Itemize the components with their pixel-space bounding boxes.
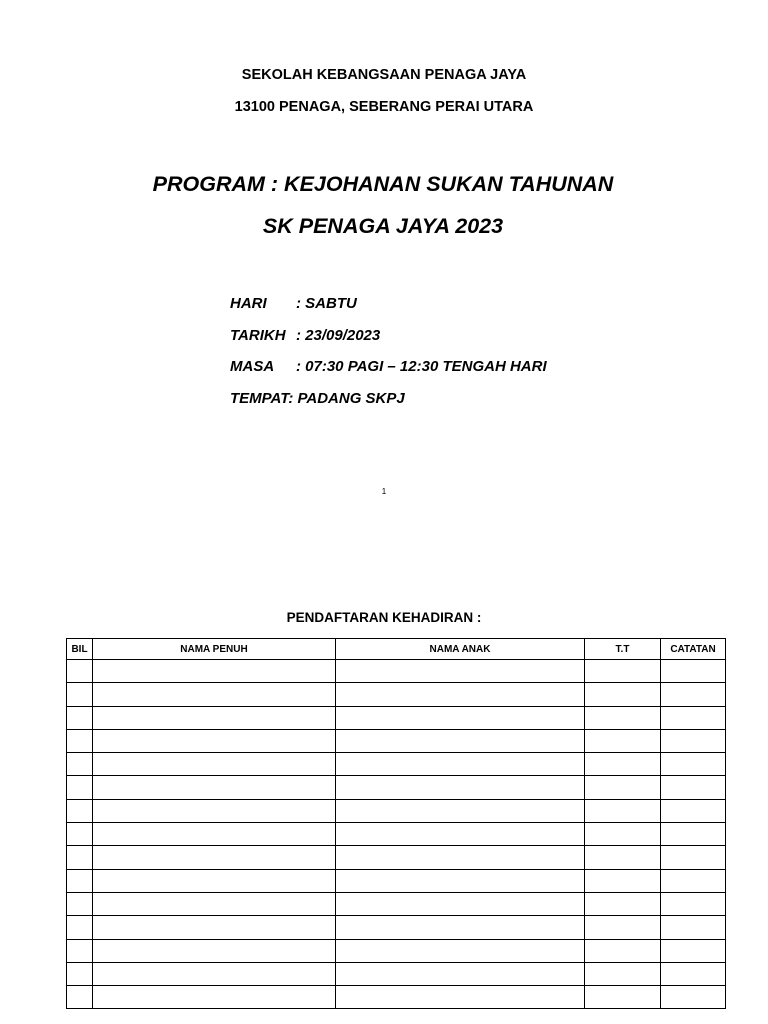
table-cell xyxy=(585,916,661,939)
table-cell xyxy=(67,753,93,776)
table-row xyxy=(67,706,726,729)
table-cell xyxy=(67,823,93,846)
table-row xyxy=(67,776,726,799)
table-row xyxy=(67,892,726,915)
table-cell xyxy=(336,962,585,985)
table-cell xyxy=(336,683,585,706)
attendance-table xyxy=(66,638,726,1009)
table-cell xyxy=(585,986,661,1009)
table-cell xyxy=(67,962,93,985)
table-row xyxy=(67,660,726,683)
table-cell xyxy=(585,776,661,799)
table-cell xyxy=(336,846,585,869)
table-cell xyxy=(661,823,726,846)
detail-date xyxy=(230,326,547,358)
table-cell xyxy=(93,892,336,915)
table-cell xyxy=(661,776,726,799)
table-cell xyxy=(336,869,585,892)
table-cell xyxy=(93,986,336,1009)
table-cell xyxy=(661,799,726,822)
table-cell xyxy=(336,986,585,1009)
table-cell xyxy=(93,799,336,822)
table-cell xyxy=(585,846,661,869)
table-cell xyxy=(67,776,93,799)
table-cell xyxy=(661,706,726,729)
column-header-tt: T.T xyxy=(585,639,661,660)
table-cell xyxy=(661,683,726,706)
table-row xyxy=(67,869,726,892)
table-cell xyxy=(585,799,661,822)
table-cell xyxy=(67,916,93,939)
table-cell xyxy=(93,660,336,683)
table-cell xyxy=(67,939,93,962)
table-cell xyxy=(585,706,661,729)
table-cell xyxy=(585,660,661,683)
table-cell xyxy=(93,753,336,776)
table-cell xyxy=(585,753,661,776)
table-cell xyxy=(67,683,93,706)
table-cell xyxy=(93,706,336,729)
detail-venue xyxy=(230,389,547,421)
detail-value: PADANG SKPJ xyxy=(297,389,405,407)
detail-label: TARIKH xyxy=(230,326,286,344)
event-details xyxy=(230,294,547,420)
table-cell xyxy=(585,683,661,706)
school-address: 13100 PENAGA, SEBERANG PERAI UTARA xyxy=(234,99,534,115)
table-cell xyxy=(585,939,661,962)
table-cell xyxy=(336,706,585,729)
table-row xyxy=(67,683,726,706)
table-cell xyxy=(661,962,726,985)
table-row xyxy=(67,729,726,752)
table-cell xyxy=(336,939,585,962)
table-row xyxy=(67,962,726,985)
table-cell xyxy=(585,823,661,846)
table-cell xyxy=(93,916,336,939)
table-header-row xyxy=(67,639,726,660)
table-cell xyxy=(661,753,726,776)
table-cell xyxy=(336,776,585,799)
program-subtitle: SK PENAGA JAYA 2023 xyxy=(262,214,504,238)
detail-label: MASA xyxy=(230,358,275,375)
school-name: SEKOLAH KEBANGSAAN PENAGA JAYA xyxy=(241,67,527,83)
detail-value: : SABTU xyxy=(296,295,357,312)
detail-time xyxy=(230,357,547,389)
table-cell xyxy=(67,729,93,752)
table-cell xyxy=(585,892,661,915)
column-header-nama-anak: NAMA ANAK xyxy=(336,639,585,660)
page-number: 1 xyxy=(381,487,387,496)
table-cell xyxy=(336,892,585,915)
table-row xyxy=(67,823,726,846)
table-cell xyxy=(93,962,336,985)
table-cell xyxy=(336,823,585,846)
table-cell xyxy=(93,729,336,752)
table-cell xyxy=(67,799,93,822)
table-cell xyxy=(93,823,336,846)
table-row xyxy=(67,799,726,822)
table-cell xyxy=(661,729,726,752)
table-cell xyxy=(67,660,93,683)
table-cell xyxy=(67,706,93,729)
table-cell xyxy=(93,846,336,869)
table-cell xyxy=(93,683,336,706)
table-cell xyxy=(336,660,585,683)
table-cell xyxy=(336,799,585,822)
program-title: PROGRAM : KEJOHANAN SUKAN TAHUNAN xyxy=(152,172,614,196)
table-row xyxy=(67,986,726,1009)
table-row xyxy=(67,916,726,939)
table-cell xyxy=(67,869,93,892)
table-cell xyxy=(336,729,585,752)
table-cell xyxy=(661,986,726,1009)
registration-title: PENDAFTARAN KEHADIRAN : xyxy=(286,610,482,625)
table-row xyxy=(67,939,726,962)
table-cell xyxy=(661,846,726,869)
detail-value: : 23/09/2023 xyxy=(296,326,381,344)
table-cell xyxy=(336,753,585,776)
table-row xyxy=(67,753,726,776)
table-cell xyxy=(661,892,726,915)
table-row xyxy=(67,846,726,869)
table-body xyxy=(67,660,726,1009)
column-header-nama-penuh: NAMA PENUH xyxy=(93,639,336,660)
detail-day xyxy=(230,294,547,326)
table-cell xyxy=(585,869,661,892)
table-cell xyxy=(585,729,661,752)
detail-value: : 07:30 PAGI – 12:30 TENGAH HARI xyxy=(296,358,547,375)
table-cell xyxy=(93,939,336,962)
table-cell xyxy=(67,986,93,1009)
table-cell xyxy=(661,916,726,939)
table-cell xyxy=(661,660,726,683)
table-cell xyxy=(661,939,726,962)
table-cell xyxy=(67,892,93,915)
table-cell xyxy=(336,916,585,939)
detail-label: HARI xyxy=(230,295,267,312)
column-header-bil: BIL xyxy=(67,639,93,660)
table-cell xyxy=(67,846,93,869)
detail-label: TEMPAT: xyxy=(230,389,294,407)
table-cell xyxy=(93,869,336,892)
column-header-catatan: CATATAN xyxy=(661,639,726,660)
table-cell xyxy=(585,962,661,985)
table-cell xyxy=(93,776,336,799)
table-cell xyxy=(661,869,726,892)
